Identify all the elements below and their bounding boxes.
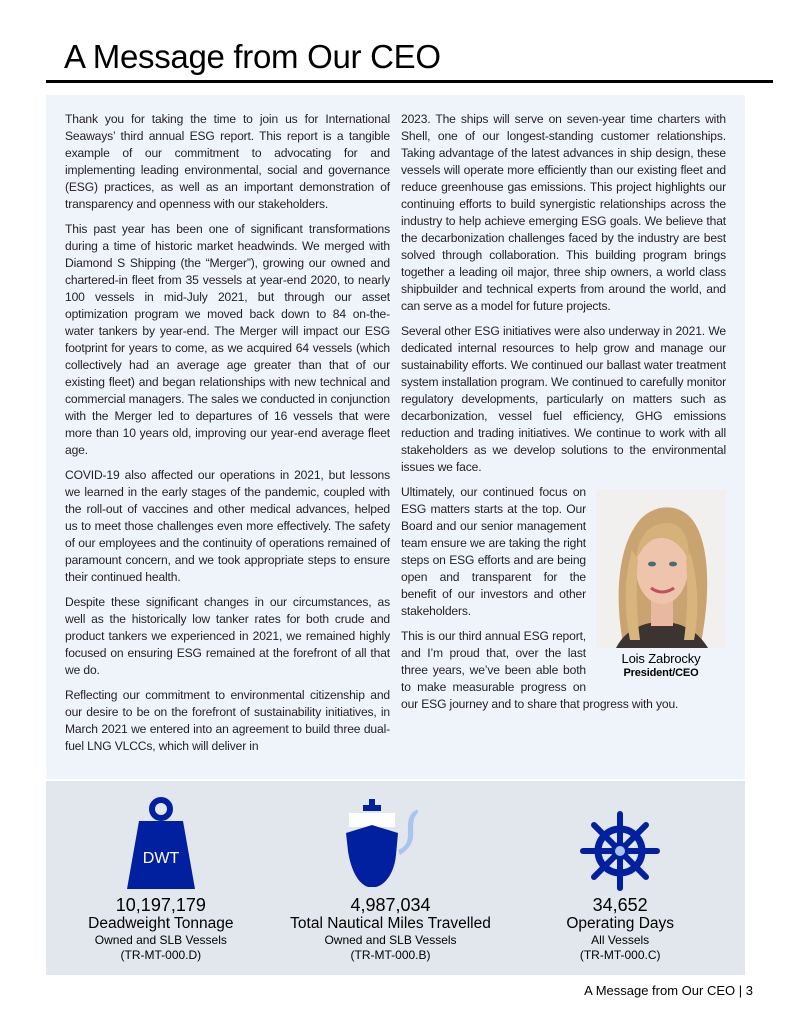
footer-separator: | (738, 983, 743, 998)
stat-nautical-miles (276, 781, 506, 963)
paragraph: Reflecting our commitment to environmental citizenship and our desire to be on the forefront of sustainability initiatives, in March 2021 we entered into an agreement to build three dual-fuel LNG VLCCs, which will deliver in (65, 688, 390, 753)
stat-deadweight-tonnage (46, 781, 276, 963)
weight-icon-label: DWT (142, 850, 180, 867)
stat-code: (TR-MT-000.C) (579, 948, 661, 962)
stat-value: 34,652 (592, 895, 648, 915)
stat-scope: Owned and SLB Vessels (94, 933, 227, 947)
ceo-name: Lois Zabrocky (621, 651, 701, 666)
weight-icon (46, 795, 276, 891)
page-number: 3 (745, 983, 753, 998)
stat-scope: All Vessels (591, 933, 650, 947)
paragraph: Several other ESG initiatives were also underway in 2021. We dedicated internal resources to help grow and manage our sustainability efforts. We continued our ballast water treatment system installation program. We continued to carefully monitor regulatory developments, particularly on matters such as decarbonization, vessel fuel efficiency, GHG emissions reduction and trading initiatives. We continue to work with all stakeholders as we develop solutions to the environmental issues we face. (401, 324, 726, 474)
stat-value: 10,197,179 (115, 895, 206, 915)
footer-section: A Message from Our CEO (584, 983, 736, 998)
left-column (65, 111, 390, 763)
ceo-portrait-photo (596, 490, 726, 648)
letter-panel (46, 95, 745, 779)
stat-label: Operating Days (566, 915, 675, 932)
stat-code: (TR-MT-000.D) (120, 948, 202, 962)
paragraph: This past year has been one of significant transformations during a time of historic market headwinds. We merged with Diamond S Shipping (the “Merger”), growing our owned and chartered-in fleet from 35 vessels at year-end 2020, to nearly 100 vessels in mid-July 2021, but through our asset optimization program we moved back down to 84 on-the-water tankers by year-end. The Merger will impact our ESG footprint for years to come, as we acquired 64 vessels (which collectively had an average age greater than that of our existing fleet) and began relationships with new technical and commercial managers. The sales we conducted in conjunction with the Merger led to departures of 16 vessels that were more than 10 years old, improving our year-end average fleet age. (65, 222, 390, 457)
ceo-title: President/CEO (623, 667, 699, 679)
ship-icon (276, 795, 506, 891)
ceo-photo-box (596, 490, 726, 680)
page-footer (0, 983, 753, 1008)
page-title: A Message from Our CEO (64, 38, 441, 75)
paragraph: Ultimately, our continued focus on ESG matters starts at the top. Our Board and our senior management team ensure we are taking the right steps on ESG efforts and are being open and transparent for the benefit of our investors and other stakeholders. (401, 485, 586, 618)
stat-label: Deadweight Tonnage (88, 915, 234, 932)
paragraph: Thank you for taking the time to join us for International Seaways’ third annual ESG report. This report is a tangible example of our commitment to advocating for and implementing leading environmental, social and governance (ESG) practices, as well as an important demonstration of transparency and openness with our stakeholders. (65, 112, 390, 211)
stat-scope: Owned and SLB Vessels (324, 933, 457, 947)
paragraph: COVID-19 also affected our operations in 2021, but lessons we learned in the early stages of the pandemic, coupled with the roll-out of vaccines and other medical advances, helped us to meet those challenges even more effectively. The safety of our employees and the continuity of operations remained of paramount concern, and we took appropriate steps to ensure their continued health. (65, 468, 390, 584)
paragraph: This is our third annual ESG report, and I’m proud that, over the last three years, we’ve been able both to make measurable progress on our ESG journey and to share that progress with you. (401, 629, 679, 711)
ship-wheel-icon (505, 795, 735, 891)
paragraph: 2023. The ships will serve on seven-year time charters with Shell, one of our longest-standing customer relationships. Taking advantage of the latest advances in ship design, these vessels will operate more efficiently than our existing fleet and reduce greenhouse gas emissions. This project highlights our continuing efforts to build synergistic relationships across the industry to help achieve emerging ESG goals. We believe that the decarbonization challenges faced by the industry are best solved through collaboration. This building program brings together a leading oil major, three ship owners, a world class shipbuilder and technical experts from around the world, and can serve as a model for future projects. (401, 112, 726, 313)
stats-panel (46, 781, 745, 975)
stat-operating-days (505, 781, 735, 963)
paragraph: Despite these significant changes in our circumstances, as well as the historically low tanker rates for both crude and product tankers we experienced in 2021, we remained highly focused on ensuring ESG remained at the forefront of all that we do. (65, 595, 390, 677)
right-column (401, 111, 726, 763)
stat-label: Total Nautical Miles Travelled (290, 915, 491, 932)
stat-value: 4,987,034 (350, 895, 431, 915)
stat-code: (TR-MT-000.B) (350, 948, 431, 962)
